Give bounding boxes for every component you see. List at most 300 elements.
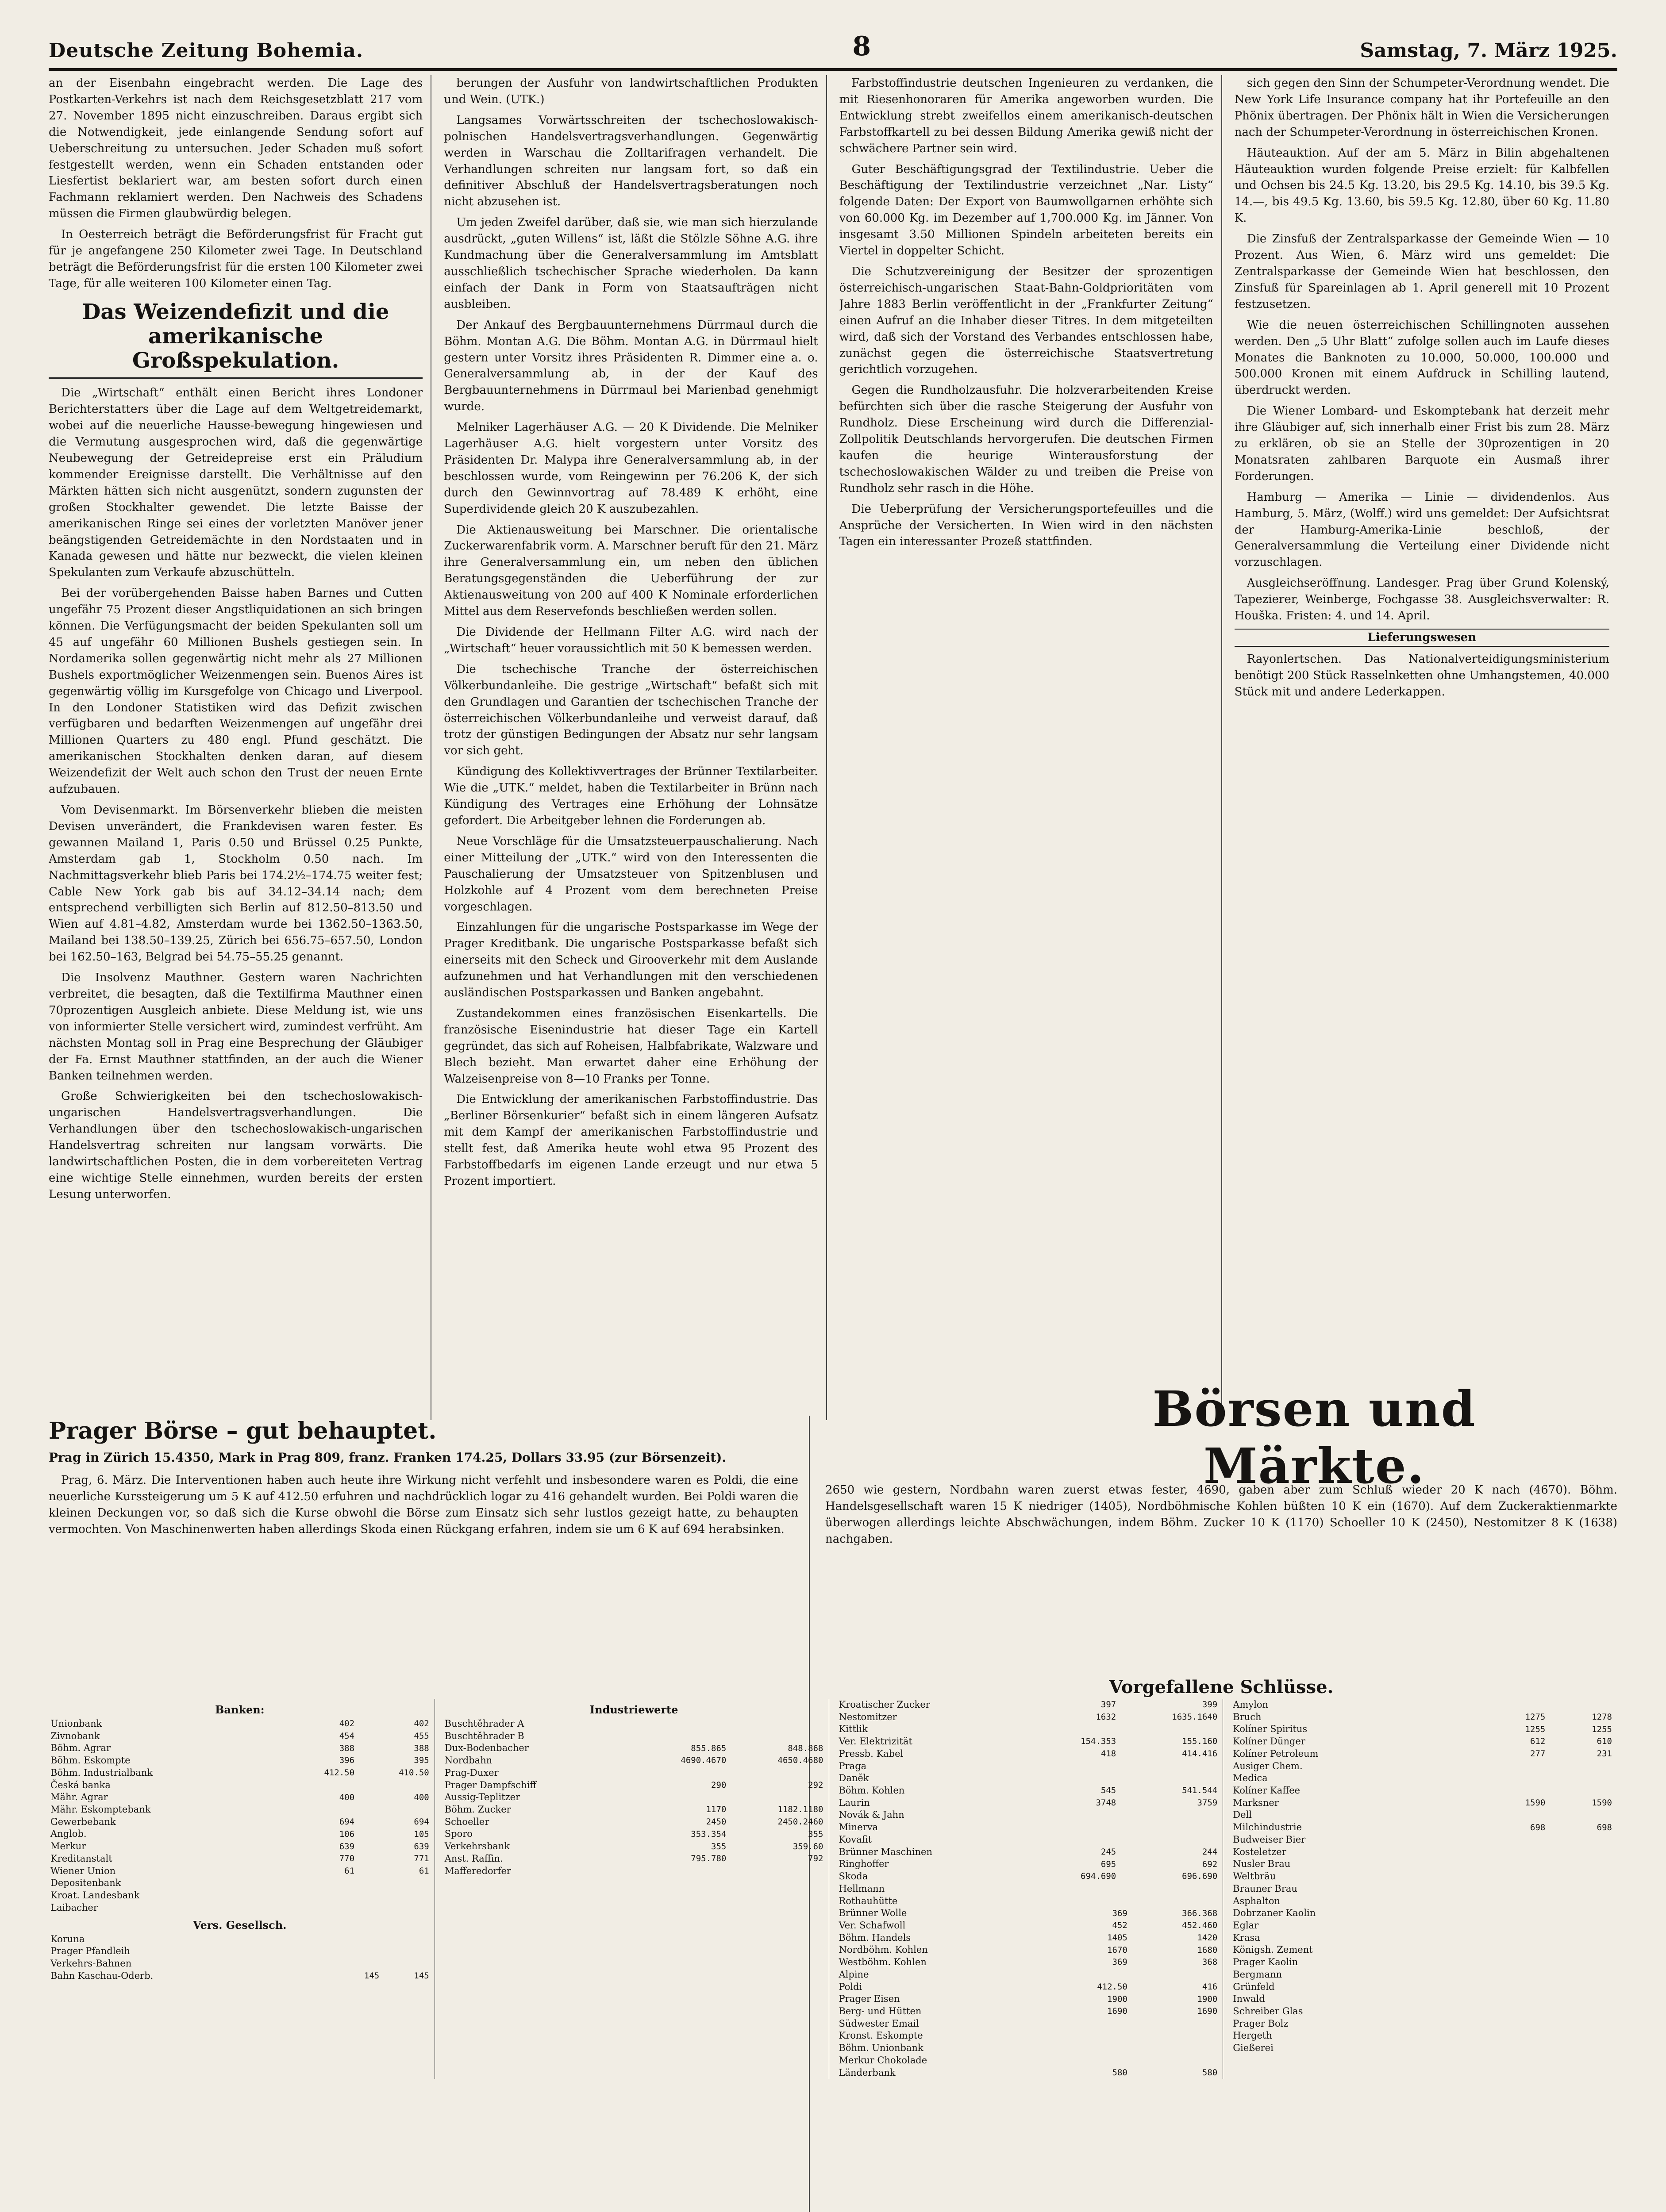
- price-cell: 388: [414, 1743, 429, 1753]
- price-cell: [1037, 1772, 1118, 1785]
- price-cell: [1051, 2030, 1129, 2042]
- col3-paragraph: Die Ueberprüfung der Versicherungsportefeuilles und die Ansprüche der Versicherten. In Wien wird in den nächsten Tagen ein interessanter Prozeß stattfinden.: [839, 502, 1213, 549]
- price-cell: [1547, 2005, 1614, 2018]
- table-row: [443, 1730, 825, 1743]
- security-name: Dobrzaner Kaolin: [1233, 1908, 1316, 1919]
- price-cell: [1481, 1883, 1547, 1895]
- security-name: Bruch: [1233, 1711, 1262, 1722]
- price-cell: 368: [1202, 1957, 1218, 1967]
- price-cell: [1547, 1846, 1614, 1859]
- price-cell: 400: [339, 1792, 355, 1802]
- col3-paragraph: Die Schutzvereinigung der Besitzer der sprozentigen österreichisch-ungarischen Staat-Bahn-Goldprioritäten vom Jahre 1883 Berlin veröffentlicht in der „Frankfurter Zeitung“ einen Aufruf an die Inhaber dieser Titres. In dem mitgeteilten wird, daß sich der Vorstand des Verbandes entschlossen habe, zunächst gegen die österreichische Staatsvertretung gerichtlich vorzugehen.: [839, 265, 1213, 376]
- table-row: [1231, 1932, 1614, 1944]
- price-cell: 245: [1100, 1847, 1116, 1857]
- table-row: [837, 1772, 1220, 1785]
- security-name: Amylon: [1233, 1699, 1269, 1710]
- table-row: [443, 1853, 825, 1865]
- col4-paragraph: Lieferungswesen: [1235, 629, 1609, 647]
- price-cell: 1590: [1592, 1798, 1612, 1808]
- price-cell: 106: [339, 1829, 355, 1839]
- col2-paragraph: Zustandekommen eines französischen Eisenkartells. Die französische Eisenindustrie hat dieser Tage ein Kartell gegründet, das sich auf Roheisen, Halbfabrikate, Walzware und Blech bezieht. Man erwartet daher eine Erhöhung der Walzeisenpreise von 8—10 Franks per Tonne.: [444, 1006, 818, 1086]
- table-row: [49, 1840, 431, 1853]
- security-name: Novák & Jahn: [839, 1809, 904, 1820]
- boersen-und-maerkte-title: Börsen und Märkte.: [1152, 1380, 1476, 1494]
- security-name: Kosteletzer: [1233, 1846, 1286, 1857]
- security-name: Kroat. Landesbank: [50, 1890, 140, 1901]
- price-cell: 639: [339, 1841, 355, 1851]
- security-name: Wiener Union: [50, 1865, 116, 1876]
- col2-paragraph: Die tschechische Tranche der österreichischen Völkerbundanleihe. Die gestrige „Wirtschaft“ befaßt sich mit den Grundlagen und Garantien der tschechischen Tranche der österreichischen Völkerbundanleihe und verweist darauf, daß trotz der günstigen Bedingungen der Absatz nur sehr langsam vor sich geht.: [444, 662, 818, 758]
- security-name: Mähr. Agrar: [50, 1792, 108, 1803]
- price-cell: 105: [414, 1829, 429, 1839]
- price-cell: [1481, 1846, 1547, 1859]
- price-cell: 369: [1112, 1908, 1127, 1918]
- security-name: Ringhoffer: [839, 1859, 889, 1870]
- table-row: [443, 1865, 825, 1878]
- security-name: Prager Kaolin: [1233, 1957, 1298, 1968]
- col4-paragraph: Hamburg — Amerika — Linie — dividendenlos. Aus Hamburg, 5. März, (Wolff.) wird uns gemeldet: Der Aufsichtsrat der Hamburg-Amerika-Linie beschloß, der Generalversammlung die Verteilung einer Dividende nicht vorzuschlagen.: [1234, 490, 1609, 569]
- col2-paragraph: Die Dividende der Hellmann Filter A.G. wird nach der „Wirtschaft“ heuer voraussichtlich mit 50 K bemessen werden.: [444, 626, 818, 655]
- security-name: Merkur: [50, 1841, 86, 1852]
- prager-boerse-sub: Prag in Zürich 15.4350, Mark in Prag 809, franz. Franken 174.25, Dollars 33.95 (zur Börsenzeit).: [49, 1450, 727, 1465]
- price-cell: [1481, 1969, 1547, 1981]
- security-name: Aussig-Teplitzer: [444, 1792, 520, 1803]
- table-row: [1231, 1981, 1614, 1993]
- table-row: [837, 1944, 1220, 1956]
- security-name: Westböhm. Kohlen: [839, 1957, 927, 1968]
- price-cell: [356, 1804, 431, 1816]
- price-cell: [631, 1718, 728, 1730]
- table-row: [1231, 1748, 1614, 1760]
- table-row: [837, 1797, 1220, 1809]
- security-name: Česká banka: [50, 1779, 111, 1790]
- price-cell: 2450: [706, 1817, 727, 1827]
- security-name: Eglar: [1233, 1920, 1259, 1931]
- price-cell: [1118, 1821, 1219, 1834]
- price-cell: 695: [1100, 1859, 1116, 1869]
- table-row: [1231, 1858, 1614, 1870]
- table-row: [1231, 1944, 1614, 1956]
- price-cell: 454: [339, 1731, 355, 1741]
- price-cell: [281, 1902, 356, 1914]
- price-cell: [1037, 1821, 1118, 1834]
- table-row: [1231, 1920, 1614, 1932]
- security-name: Hellmann: [839, 1883, 885, 1894]
- price-cell: 639: [414, 1841, 429, 1851]
- price-cell: [1129, 2030, 1219, 2042]
- security-name: Kolíner Dünger: [1233, 1736, 1305, 1747]
- price-cell: 154.353: [1081, 1736, 1116, 1747]
- security-name: Rothauhütte: [839, 1895, 898, 1906]
- table-row: [1231, 1834, 1614, 1846]
- table-row: [1231, 1809, 1614, 1821]
- table-row: [443, 1828, 825, 1840]
- security-name: Gewerbebank: [50, 1816, 116, 1827]
- security-name: Gießerei: [1233, 2043, 1274, 2054]
- table-row: [49, 1865, 431, 1878]
- price-cell: [1547, 1895, 1614, 1908]
- price-cell: 402: [339, 1719, 355, 1729]
- security-name: Ver. Elektrizität: [839, 1736, 912, 1747]
- security-name: Poldi: [839, 1981, 862, 1992]
- kurs-table: [49, 1933, 431, 1982]
- security-name: Mafferedorfer: [444, 1865, 511, 1876]
- newspaper-page: [49, 31, 1617, 2212]
- table-row: [1231, 1772, 1614, 1785]
- table-row: [837, 1932, 1220, 1944]
- security-name: Schoeller: [444, 1816, 489, 1827]
- price-cell: [728, 1767, 825, 1779]
- price-cell: [1118, 1760, 1219, 1773]
- price-cell: [1481, 2030, 1547, 2042]
- price-cell: [1037, 1809, 1118, 1821]
- security-name: Länderbank: [839, 2067, 896, 2078]
- table-row: [837, 1956, 1220, 1969]
- price-cell: 848.868: [788, 1743, 823, 1753]
- col2-paragraph: Melniker Lagerhäuser A.G. — 20 K Dividende. Die Melniker Lagerhäuser A.G. hielt vorgestern unter Vorsitz des Präsidenten Dr. Malypa ihre Generalversammlung ab, in der beschlossen wurde, vom Reingewinn per 76.206 K, der sich durch den Gewinnvortrag auf 78.489 K erhöht, eine Superdividende gleich 20 K auszubezahlen.: [444, 421, 818, 516]
- table-row: [837, 1748, 1220, 1760]
- security-name: Kittlik: [839, 1724, 868, 1735]
- price-cell: 412.50: [1097, 1982, 1127, 1992]
- col2-paragraph: Langsames Vorwärtsschreiten der tschechoslowakisch-polnischen Handelsvertragsverhandlungen. Gegenwärtig werden in Warschau die Zolltarifragen verhandelt. Die Verhandlungen schreiten nur langsam fort, so daß ein definitiver Abschluß der Handelsvertragsberatungen noch nicht abzusehen ist.: [444, 113, 818, 209]
- price-cell: [1037, 1883, 1118, 1895]
- col4-paragraph: Häuteauktion. Auf der am 5. März in Bilin abgehaltenen Häuteauktion wurden folgende Preise erzielt: für Kalbfellen und Ochsen bis 24.5 Kg. 13.20, bis 29.5 Kg. 14.10, bis 39.5 Kg. 14.—, bis 49.5 Kg. 13.60, bis 59.5 Kg. 12.80, über 60 Kg. 11.80 K.: [1234, 146, 1609, 225]
- price-cell: 3748: [1096, 1798, 1116, 1808]
- price-cell: [631, 1767, 728, 1779]
- price-cell: [1051, 2042, 1129, 2055]
- table-row: [837, 2030, 1220, 2042]
- table-row: [1231, 2018, 1614, 2030]
- price-cell: [1481, 1956, 1547, 1969]
- col2-paragraph: Die Aktienausweitung bei Marschner. Die orientalische Zuckerwarenfabrik vorm. A. Marschner beruft für den 21. März ihre Generalversammlung ein, um neben den üblichen Beratungsgegenständen die Ueberführung der zur Aktienausweitung von 200 auf 400 K Nominale erforderlichen Mittel aus dem Reservefonds beschließen werden sollen.: [444, 523, 818, 618]
- security-name: Marksner: [1233, 1797, 1279, 1808]
- price-cell: 1275: [1525, 1712, 1546, 1722]
- price-cell: 277: [1530, 1749, 1546, 1759]
- table-row: [837, 1699, 1220, 1711]
- table-row: [837, 1907, 1220, 1920]
- price-cell: 455: [414, 1731, 429, 1741]
- security-name: Schreiber Glas: [1233, 2005, 1303, 2016]
- price-cell: [1129, 2018, 1219, 2030]
- security-name: Bahn Kaschau-Oderb.: [50, 1970, 154, 1981]
- kurs-column: [1231, 1699, 1617, 2079]
- kurs-column: [443, 1699, 829, 2079]
- table-row: [443, 1804, 825, 1816]
- table-row: [1231, 1883, 1614, 1895]
- table-row: [837, 1883, 1220, 1895]
- table-row: [1231, 1969, 1614, 1981]
- price-cell: 396: [339, 1755, 355, 1766]
- price-cell: [1547, 1969, 1614, 1981]
- col4-paragraph: Die Zinsfuß der Zentralsparkasse der Gemeinde Wien — 10 Prozent. Aus Wien, 6. März wird uns gemeldet: Die Zentralsparkasse der Gemeinde Wien hat beschlossen, den Zinsfuß für Spareinlagen ab 1. April generell mit 10 Prozent festzusetzen.: [1234, 232, 1609, 311]
- table-row: [49, 1767, 431, 1779]
- price-cell: [381, 1933, 431, 1946]
- kurs-table-grid: [49, 1699, 1617, 2079]
- price-cell: [1481, 2042, 1547, 2055]
- security-name: Anglob.: [50, 1828, 87, 1839]
- price-cell: 1255: [1525, 1724, 1546, 1734]
- price-cell: [331, 1958, 381, 1970]
- table-row: [837, 2018, 1220, 2030]
- price-cell: 580: [1202, 2067, 1218, 2078]
- price-cell: 610: [1597, 1736, 1612, 1747]
- price-cell: 1690: [1107, 2006, 1127, 2016]
- price-cell: [1129, 2042, 1219, 2055]
- price-cell: [1547, 1785, 1614, 1797]
- price-cell: 1900: [1107, 1994, 1127, 2004]
- price-cell: 698: [1597, 1822, 1612, 1832]
- price-cell: 1405: [1107, 1932, 1127, 1943]
- table-row: [49, 1945, 431, 1958]
- security-name: Kreditanstalt: [50, 1853, 112, 1864]
- price-cell: [1118, 1834, 1219, 1846]
- table-row: [837, 1711, 1220, 1724]
- price-cell: [1547, 1907, 1614, 1920]
- table-row: [1231, 2030, 1614, 2042]
- table-row: [49, 1730, 431, 1743]
- price-cell: 1182.1180: [777, 1805, 823, 1815]
- price-cell: 355: [808, 1829, 823, 1839]
- prager-boerse-title: Prager Börse – gut behauptet.: [49, 1417, 437, 1444]
- table-row: [837, 2067, 1220, 2079]
- security-name: Ver. Schafwoll: [839, 1920, 906, 1931]
- security-name: Krasa: [1233, 1932, 1260, 1943]
- table-row: [443, 1767, 825, 1779]
- security-name: Böhm. Eskompte: [50, 1755, 131, 1766]
- col1-paragraph: Die Insolvenz Mauthner. Gestern waren Nachrichten verbreitet, die besagten, daß die Textilfirma Mauthner einen 70prozentigen Ausgleich anbiete. Diese Meldung ist, wie uns von informierter Stelle versichert wird, zumindest verfrüht. Am nächsten Montag soll in Prag eine Besprechung der Gläubiger der Fa. Ernst Mauthner stattfinden, an der auch die Wiener Banken teilnehmen werden.: [49, 971, 423, 1083]
- price-cell: [1481, 1858, 1547, 1870]
- security-name: Brünner Wolle: [839, 1908, 907, 1919]
- price-cell: [1547, 1993, 1614, 2005]
- security-name: Sporo: [444, 1828, 473, 1839]
- security-name: Minerva: [839, 1822, 878, 1833]
- price-cell: 1635.1640: [1172, 1712, 1218, 1722]
- security-name: Prager Pfandleih: [50, 1946, 131, 1957]
- security-name: Kroatischer Zucker: [839, 1699, 930, 1710]
- table-row: [443, 1840, 825, 1853]
- kurs-section-title: Vers. Gesellsch.: [193, 1918, 287, 1932]
- security-name: Böhm. Industrialbank: [50, 1767, 153, 1778]
- table-row: [1231, 1821, 1614, 1834]
- table-row: [837, 1736, 1220, 1748]
- price-cell: [1481, 1932, 1547, 1944]
- table-row: [837, 1895, 1220, 1908]
- price-cell: [1481, 1699, 1547, 1711]
- col1-intro2: In Oesterreich beträgt die Beförderungsfrist für Fracht gut für je angefangene 250 Kilometer zwei Tage. In Deutschland beträgt die Beförderungsfrist für die ersten 100 Kilometer zwei Tage, für alle weiteren 100 Kilometer einen Tag.: [49, 228, 423, 290]
- price-cell: [1547, 1956, 1614, 1969]
- security-name: Laibacher: [50, 1902, 98, 1913]
- price-cell: 694: [414, 1817, 429, 1827]
- security-name: Pressb. Kabel: [839, 1748, 904, 1759]
- column-2: [444, 75, 827, 1420]
- page-number: 8: [852, 31, 871, 62]
- security-name: Dux-Bodenbacher: [444, 1743, 529, 1754]
- table-row: [49, 1816, 431, 1828]
- table-row: [837, 1760, 1220, 1773]
- price-cell: 369: [1112, 1957, 1127, 1967]
- security-name: Verkehrs-Bahnen: [50, 1958, 132, 1969]
- security-name: Böhm. Agrar: [50, 1743, 111, 1754]
- price-cell: [1481, 1907, 1547, 1920]
- price-cell: 4650.4680: [777, 1755, 823, 1766]
- price-cell: [1547, 1760, 1614, 1773]
- security-name: Milchindustrie: [1233, 1822, 1302, 1833]
- security-name: Laurin: [839, 1797, 870, 1808]
- price-cell: 698: [1530, 1822, 1546, 1832]
- price-cell: [1481, 1785, 1547, 1797]
- table-row: [49, 1718, 431, 1730]
- security-name: Böhm. Unionbank: [839, 2043, 923, 2054]
- security-name: Nusler Brau: [1233, 1859, 1291, 1870]
- kurs-table: [443, 1718, 825, 1877]
- price-cell: [1481, 1944, 1547, 1956]
- table-row: [49, 1970, 431, 1982]
- col2-paragraph: berungen der Ausfuhr von landwirtschaftlichen Produkten und Wein. (UTK.): [444, 77, 818, 106]
- price-cell: 1590: [1525, 1798, 1546, 1808]
- price-cell: 770: [339, 1854, 355, 1864]
- security-name: Alpine: [839, 1969, 869, 1980]
- security-name: Prager Bolz: [1233, 2018, 1289, 2029]
- table-row: [1231, 1797, 1614, 1809]
- price-cell: 402: [414, 1719, 429, 1729]
- table-row: [49, 1958, 431, 1970]
- col2-paragraph: Der Ankauf des Bergbauunternehmens Dürrmaul durch die Böhm. Montan A.G. Die Böhm. Montan A.G. in Dürrmaul hielt gestern unter Vorsitz ihres Präsidenten R. Dimmer eine a. o. Generalversammlung ab, in der der Kauf des Bergbauunternehmens in Dürrmaul bei Marienbad genehmigt wurde.: [444, 318, 818, 414]
- table-row: [837, 1821, 1220, 1834]
- price-cell: 412.50: [324, 1768, 355, 1778]
- price-cell: 771: [414, 1854, 429, 1864]
- price-cell: [1547, 1699, 1614, 1711]
- price-cell: 792: [808, 1854, 823, 1864]
- table-row: [49, 1889, 431, 1902]
- price-cell: 1278: [1592, 1712, 1612, 1722]
- price-cell: [728, 1865, 825, 1878]
- price-cell: [1481, 1772, 1547, 1785]
- security-name: Prag-Duxer: [444, 1767, 499, 1778]
- price-cell: 355: [711, 1841, 727, 1851]
- kurs-column: [837, 1699, 1224, 2079]
- security-name: Zivnobank: [50, 1730, 100, 1741]
- price-cell: [331, 1945, 381, 1958]
- security-name: Depositenbank: [50, 1878, 121, 1889]
- price-cell: [728, 1730, 825, 1743]
- price-cell: [1547, 1944, 1614, 1956]
- price-cell: [1051, 1969, 1129, 1981]
- price-cell: [1547, 1920, 1614, 1932]
- security-name: Kronst. Eskompte: [839, 2030, 923, 2041]
- price-cell: [1547, 1883, 1614, 1895]
- table-row: [1231, 1907, 1614, 1920]
- table-row: [1231, 1736, 1614, 1748]
- security-name: Weltbräu: [1233, 1871, 1276, 1882]
- price-cell: [1051, 1895, 1129, 1908]
- security-name: Böhm. Handels: [839, 1932, 911, 1943]
- security-name: Böhm. Zucker: [444, 1804, 511, 1815]
- price-cell: [1547, 1870, 1614, 1883]
- col2-paragraph: Einzahlungen für die ungarische Postsparkasse im Wege der Prager Kreditbank. Die ungarische Postsparkasse befaßt sich einerseits mit den Scheck und Girooverkehr mit dem Auslande aufzunehmen und hat Verhandlungen mit den verschiedenen ausländischen Postsparkassen und Banken angebahnt.: [444, 921, 818, 1000]
- security-name: Ausiger Chem.: [1233, 1760, 1303, 1771]
- article-columns: [49, 75, 1617, 1420]
- price-cell: [1481, 1981, 1547, 1993]
- price-cell: 452: [1112, 1920, 1127, 1931]
- table-row: [1231, 2005, 1614, 2018]
- price-cell: [1051, 2018, 1129, 2030]
- price-cell: 1632: [1096, 1712, 1116, 1722]
- price-cell: 418: [1100, 1749, 1116, 1759]
- price-cell: 452.460: [1182, 1920, 1218, 1931]
- price-cell: 353.354: [691, 1829, 727, 1839]
- price-cell: [631, 1791, 728, 1804]
- price-cell: 290: [711, 1780, 727, 1790]
- price-cell: [381, 1958, 431, 1970]
- security-name: Merkur Chokolade: [839, 2055, 927, 2066]
- price-cell: 145: [414, 1970, 429, 1981]
- price-cell: [1547, 1858, 1614, 1870]
- boerse-right-body: 2650 wie gestern, Nordbahn waren zuerst etwas fester, 4690, gaben aber zum Schluß wieder 20 K nach (4670). Böhm. Handelsgesellschaft waren 15 K niedriger (1405), Nordböhmische Kohlen büßten 10 K ein (1670). Auf dem Zuckeraktienmarkte überwogen allerdings leichte Abschwächungen, indem Böhm. Zucker 10 K (1170) Schoeller 10 K (2450), Nestomitzer 8 K (1638) nachgaben.: [825, 1483, 1617, 1546]
- col4-paragraph: Die Wiener Lombard- und Eskomptebank hat derzeit mehr ihre Gläubiger auf, sich innerhalb einer Frist bis zum 28. März zu erklären, ob sie an Stelle der 30prozentigen in 20 Monatsraten zahlbaren Barquote ein Ausmaß ihrer Forderungen.: [1234, 404, 1609, 483]
- table-row: [49, 1828, 431, 1840]
- price-cell: [1547, 1772, 1614, 1785]
- security-name: Brünner Maschinen: [839, 1846, 932, 1857]
- price-cell: [1547, 2018, 1614, 2030]
- table-row: [443, 1779, 825, 1792]
- price-cell: [728, 1718, 825, 1730]
- price-cell: [1481, 1809, 1547, 1821]
- price-cell: 359.60: [793, 1841, 823, 1851]
- price-cell: 694.690: [1081, 1871, 1116, 1882]
- security-name: Daněk: [839, 1773, 869, 1784]
- price-cell: 397: [1100, 1700, 1116, 1710]
- col2-paragraph: Um jeden Zweifel darüber, daß sie, wie man sich hierzulande ausdrückt, „guten Willens“ ist, läßt die Stölzle Söhne A.G. ihre Kundmachung über die Generalversammlung im Amtsblatt ausschließlich tschechischer Sprache wiederholen. Da kann einfach der Dank in Form von Staatsaufträgen nicht ausbleiben.: [444, 216, 818, 311]
- price-cell: 155.160: [1182, 1736, 1218, 1747]
- price-cell: 795.780: [691, 1854, 727, 1864]
- security-name: Buschtěhrader A: [444, 1718, 524, 1729]
- column-4: [1235, 75, 1617, 1420]
- table-row: [49, 1755, 431, 1767]
- price-cell: [281, 1804, 356, 1816]
- price-cell: 145: [364, 1970, 380, 1981]
- kurs-title: Vorgefallene Schlüsse.: [1109, 1677, 1334, 1697]
- price-cell: 1670: [1107, 1945, 1127, 1955]
- security-name: Königsh. Zement: [1233, 1944, 1313, 1955]
- price-cell: 244: [1202, 1847, 1218, 1857]
- price-cell: [356, 1877, 431, 1889]
- table-row: [49, 1791, 431, 1804]
- price-cell: [1118, 1772, 1219, 1785]
- table-row: [1231, 1711, 1614, 1724]
- price-cell: 2450.2460: [777, 1817, 823, 1827]
- table-row: [837, 1870, 1220, 1883]
- security-name: Koruna: [50, 1933, 85, 1944]
- security-name: Prager Dampfschiff: [444, 1779, 537, 1790]
- security-name: Nordböhm. Kohlen: [839, 1944, 928, 1955]
- price-cell: [381, 1945, 431, 1958]
- price-cell: [1547, 1809, 1614, 1821]
- table-row: [837, 1785, 1220, 1797]
- price-cell: [1481, 1920, 1547, 1932]
- table-row: [837, 2005, 1220, 2018]
- col1-paragraph: Bei der vorübergehenden Baisse haben Barnes und Cutten ungefähr 75 Prozent dieser Angstliquidationen an sich bringen können. Die Verfügungsmacht der beiden Spekulanten soll um 45 auf ungefähr 60 Millionen Bushels gestiegen sein. In Nordamerika sollen gegenwärtig nicht mehr als 27 Millionen Bushels exportmöglicher Weizenmengen sein. Buenos Aires ist gegenwärtig völlig im Kursgefolge von Chicago und Liverpool. In den Londoner Statistiken wird das Defizit zwischen verfügbaren und bedarften Weizenmengen auf ungefähr drei Millionen Quarters zu 480 engl. Pfund geschätzt. Die amerikanischen Stockhalten denken daran, auf diesem Weizendefizit der Welt auch schon den Trust der neuen Ernte aufzubauen.: [49, 587, 423, 796]
- security-name: Anst. Raffin.: [444, 1853, 503, 1864]
- price-cell: [281, 1889, 356, 1902]
- price-cell: [1118, 1809, 1219, 1821]
- price-cell: 414.416: [1182, 1749, 1218, 1759]
- table-row: [837, 2055, 1220, 2067]
- price-cell: [1481, 1895, 1547, 1908]
- col2-paragraph: Neue Vorschläge für die Umsatzsteuerpauschalierung. Nach einer Mitteilung der „UTK.“ wird von den Interessenten die Pauschalierung der Umsatzsteuer von Spitzenblusen und Holzkohle auf 4 Prozent vom dem berechneten Preise vorgeschlagen.: [444, 834, 818, 914]
- security-name: Kovafit: [839, 1834, 872, 1845]
- col1-paragraph: Vom Devisenmarkt. Im Börsenverkehr blieben die meisten Devisen unverändert, die Frankdevisen waren fester. Es gewannen Mailand 1, Paris 0.50 und Brüssel 0.25 Punkte, Amsterdam gab 1, Stockholm 0.50 nach. Im Nachmittagsverkehr blieb Paris bei 174.2½–174.75 weiter fest; Cable New York gab bis auf 34.12–34.14 nach; dem entsprechend verbilligten sich Berlin auf 812.50–813.50 und Wien auf 4.81–4.82, Amsterdam wurde bei 1362.50–1363.50, Mailand bei 138.50–139.25, Zürich bei 656.75–657.50, London bei 162.50–163, Belgrad bei 54.75–55.25 genannt.: [49, 803, 423, 964]
- security-name: Praga: [839, 1760, 867, 1771]
